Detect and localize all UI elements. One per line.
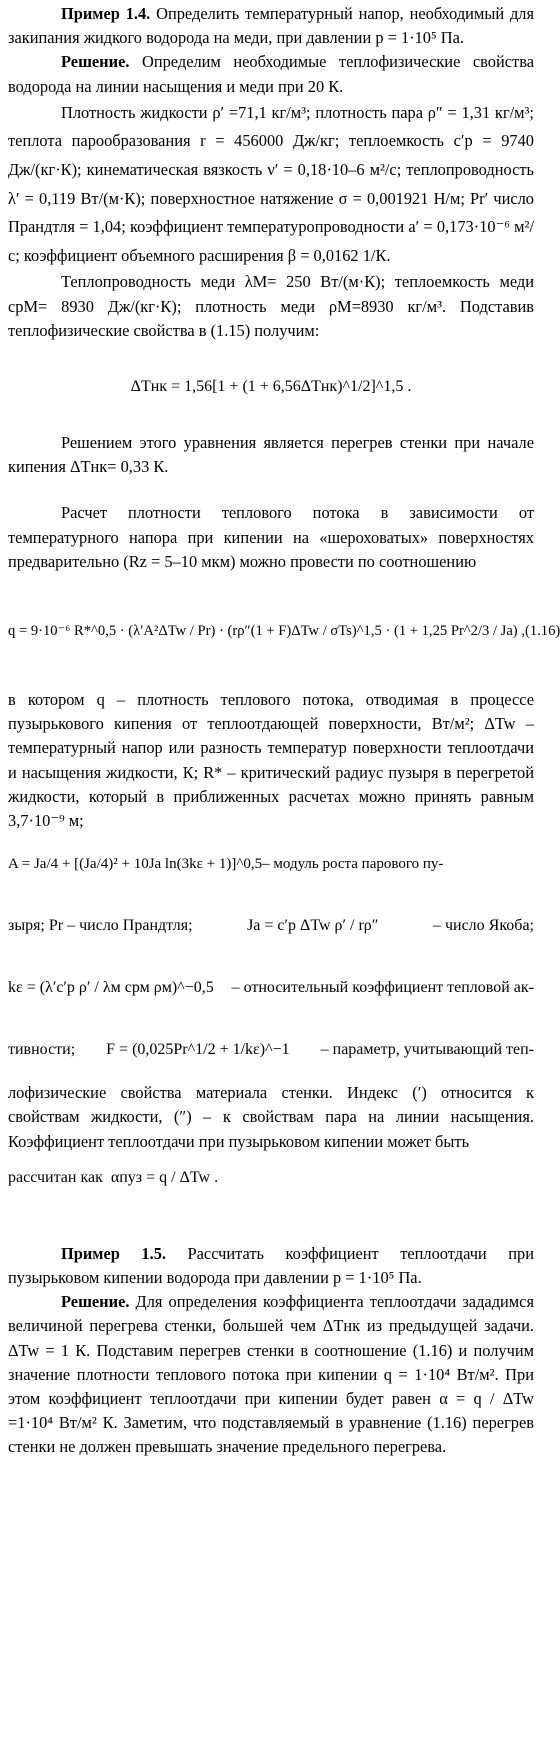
example-1-4-solution [8, 50, 534, 98]
formula-ja-explanation: – число Якоба; [432, 917, 534, 935]
example-1-5-title: Пример 1.5. [61, 1243, 166, 1263]
formula-k-row [8, 957, 534, 1019]
formula-1-15 [8, 365, 534, 409]
formula-explanation-1: в котором q – плотность теплового потока, отводимая в процессе пузырькового кипения от теплоотдающей поверхности, Вт/м²; ΔTw – температурный напор или разность температур поверхности теплоотдачи и насыщения жидкости, К; R* – критический радиус пузыря в перегретой жидкости, который в приближенных расчетах можно принять равным 3,7·10⁻⁹ м; [8, 690, 534, 831]
example-1-4-task [8, 2, 534, 50]
formula-explanation-4: лофизические свойства материала стенки. Индекс (′) относится к свойствам жидкости, (″) – к свойствам пара на линии насыщения. Коэффициент теплоотдачи при пузырьковом кипении может быть [8, 1083, 534, 1151]
formula-ja-row [8, 895, 534, 957]
formula-alpha-row [8, 1154, 534, 1202]
copper-properties: Теплопроводность меди λM= 250 Вт/(м·К); теплоемкость меди cpM= 8930 Дж/(кг·К); плотность меди ρM=8930 кг/м³. Подставив теплофизические свойства в (1.15) получим: [8, 272, 534, 340]
explanation-3a: тивности; [8, 1041, 76, 1059]
formula-f-text: F = (0,025Pr^1/2 + 1/kε)^−1 [106, 1041, 290, 1059]
formula-1-16-text: q = 9·10⁻⁶ R*^0,5 · (λ′A²ΔTw / Pr) · (rρ″(1 + F)ΔTw / σTs)^1,5 · (1 + 1,25 Pr^2/3 / Ja) , [8, 622, 525, 639]
calculation-intro: Расчет плотности теплового потока в зависимости от температурного напора при кипении на «шероховатых» поверхностях предварительно (Rz = 5–10 мкм) можно провести по соотношению [8, 503, 534, 571]
formula-k-explanation: – относительный коэффициент тепловой ак- [231, 979, 534, 997]
example-1-5-solution-label: Решение. [61, 1292, 130, 1312]
explanation-5: рассчитан как [8, 1168, 103, 1186]
formula-a-explanation: – модуль роста парового пу- [262, 856, 444, 873]
formula-1-16-number: (1.16) [524, 622, 560, 639]
example-1-4-solution-label: Решение. [61, 52, 130, 72]
formula-k-text: kε = (λ′c′p ρ′ / λм cрм ρм)^−0,5 [8, 979, 214, 997]
example-1-5-solution [8, 1290, 534, 1459]
example-1-4-title: Пример 1.4. [61, 4, 151, 23]
explanation-2a: зыря; Pr – число Прандтля; [8, 917, 193, 935]
formula-1-15-text: ΔTнк = 1,56[1 + (1 + 6,56ΔTнк)^1/2]^1,5 . [130, 377, 412, 395]
example-1-5-task [8, 1242, 534, 1290]
result-paragraph: Решением этого уравнения является перегрев стенки при начале кипения ΔTнк= 0,33 К. [8, 432, 534, 477]
formula-alpha-text: αпуз = q / ΔTw . [110, 1168, 219, 1186]
example-1-5-task-text: Рассчитать коэффициент теплоотдачи при пузырьковом кипении водорода при давлении p = 1·10⁵ Па. [8, 1243, 534, 1288]
formula-f-explanation: – параметр, учитывающий теп- [320, 1041, 534, 1059]
example-1-5-solution-text: Для определения коэффициента теплоотдачи зададимся величиной перегрева стенки, большей чем ΔTнк из предыдущей задачи. ΔTw = 1 К. Подставим перегрев стенки в соотношение (1.16) и получим значение плотности теплового потока при кипении q = 1·10⁴ Вт/м². При этом коэффициент теплоотдачи при кипении будет равен α = q / ΔTw =1·10⁴ Вт/м² К. Заметим, что подставляемый в уравнение (1.16) перегрев стенки не должен превышать значение предельного перегрева. [8, 1292, 534, 1457]
example-1-4-task-text: Определить температурный напор, необходимый для закипания жидкого водорода на меди, при давлении p = 1·10⁵ Па. [8, 4, 534, 48]
formula-a-text: A = Ja/4 + [(Ja/4)² + 10Ja ln(3kε + 1)]^0,5 [8, 856, 263, 873]
formula-f-row [8, 1019, 534, 1081]
formula-ja-text: Ja = c′p ΔTw ρ′ / rρ″ [247, 917, 379, 935]
example-1-4-solution-text: Определим необходимые теплофизические свойства водорода на линии насыщения и меди при 20 К. [8, 52, 534, 96]
formula-1-16 [8, 596, 560, 666]
formula-a-row [8, 833, 534, 895]
hydrogen-properties: Плотность жидкости ρ′ =71,1 кг/м³; плотность пара ρ″ = 1,31 кг/м³; теплота парообразования r = 456000 Дж/кг; теплоемкость c′p = 9740 Дж/(кг·К); кинематическая вязкость ν′ = 0,18·10–6 м²/с; теплопроводность λ′ = 0,119 Вт/(м·К); поверхностное натяжение σ = 0,001921 Н/м; Pr′ число Прандтля = 1,04; коэффициент температуропроводности a′ = 0,173·10⁻⁶ м²/с; коэффициент объемного расширения β = 0,0162 1/К. [8, 102, 534, 265]
